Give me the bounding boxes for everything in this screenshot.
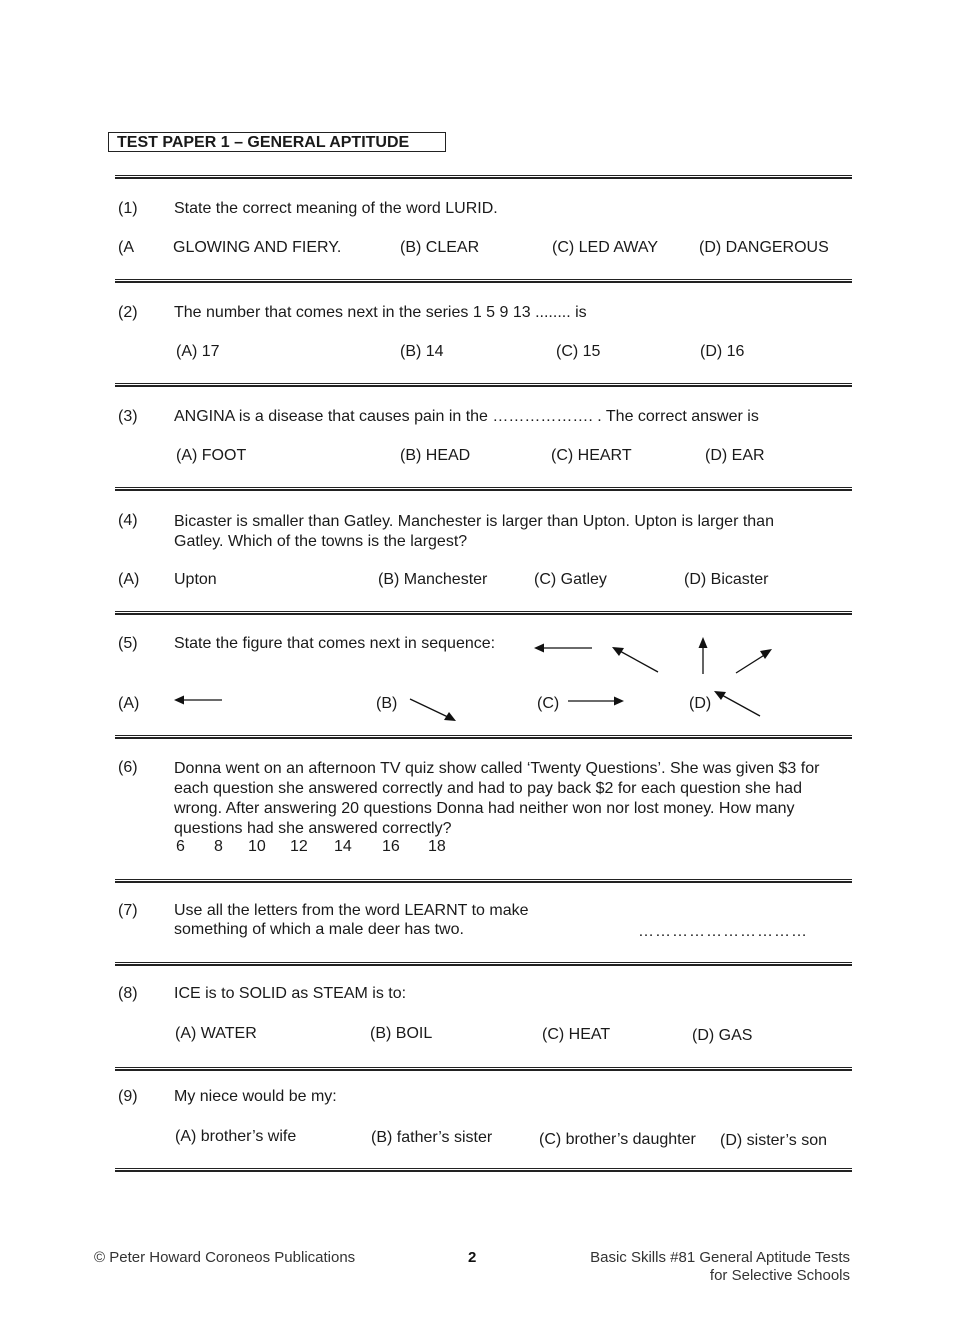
question-number: (7) xyxy=(118,902,138,919)
option-a-label: (A xyxy=(118,239,134,256)
question-text: ANGINA is a disease that causes pain in the ………………. . The correct answer is xyxy=(174,408,759,425)
choice: 18 xyxy=(428,838,446,855)
option-a: (A) brother’s wife xyxy=(175,1128,297,1145)
question-text: ICE is to SOLID as STEAM is to: xyxy=(174,985,407,1002)
choice: 14 xyxy=(334,838,352,855)
option-b: (B) 14 xyxy=(400,343,444,360)
question-number: (6) xyxy=(118,759,138,776)
arrow-up-icon xyxy=(694,636,712,676)
separator xyxy=(115,279,852,283)
question-text-line-1: Use all the letters from the word LEARNT to make xyxy=(174,902,529,919)
footer-series-subtitle: for Selective Schools xyxy=(709,1267,850,1284)
option-b: (B) father’s sister xyxy=(371,1129,493,1146)
option-b: (B) CLEAR xyxy=(400,239,480,256)
separator xyxy=(115,1067,852,1071)
separator xyxy=(115,383,852,387)
question-number: (8) xyxy=(118,985,138,1002)
question-text-line-2: something of which a male deer has two. xyxy=(174,921,464,938)
separator xyxy=(115,175,852,179)
separator xyxy=(115,735,852,739)
separator xyxy=(115,962,852,966)
separator xyxy=(115,1168,852,1172)
separator xyxy=(115,611,852,615)
option-b: (B) HEAD xyxy=(400,447,471,464)
question-text: The number that comes next in the series 1 5 9 13 ........ is xyxy=(174,304,587,321)
option-c: (C) HEAT xyxy=(542,1026,611,1043)
answer-blank: ………………………… xyxy=(638,923,808,940)
question-number: (4) xyxy=(118,512,138,529)
option-a: (A) 17 xyxy=(176,343,220,360)
option-c: (C) HEART xyxy=(551,447,632,464)
page-title: TEST PAPER 1 – GENERAL APTITUDE xyxy=(108,132,446,152)
question-number: (5) xyxy=(118,635,138,652)
question-number: (9) xyxy=(118,1088,138,1105)
option-a: (A) WATER xyxy=(175,1025,257,1042)
option-c: (C) LED AWAY xyxy=(552,239,659,256)
arrow-up-left-icon xyxy=(610,645,662,675)
choice: 10 xyxy=(248,838,266,855)
option-b: (B) xyxy=(376,695,398,712)
arrow-down-right-icon xyxy=(408,696,460,724)
separator xyxy=(115,487,852,491)
question-number: (2) xyxy=(118,304,138,321)
question-number: (1) xyxy=(118,200,138,217)
choice: 16 xyxy=(382,838,400,855)
page-number: 2 xyxy=(468,1249,477,1266)
arrow-up-right-icon xyxy=(734,646,776,676)
choice: 8 xyxy=(214,838,223,855)
choice: 6 xyxy=(176,838,185,855)
option-b: (B) Manchester xyxy=(378,571,488,588)
option-d: (D) EAR xyxy=(705,447,765,464)
footer-series-title: Basic Skills #81 General Aptitude Tests xyxy=(590,1249,850,1266)
option-a: GLOWING AND FIERY. xyxy=(173,239,342,256)
question-text: Bicaster is smaller than Gatley. Manchester is larger than Upton. Upton is larger than Gatley. Which of the towns is the largest? xyxy=(174,513,774,550)
separator xyxy=(115,879,852,883)
question-text: State the correct meaning of the word LURID. xyxy=(174,200,498,217)
option-d: (D) 16 xyxy=(700,343,745,360)
question-text: Donna went on an afternoon TV quiz show called ‘Twenty Questions’. She was given $3 for each question she answered correctly and had to pay back $2 for each question she had wrong. After answering 20 questions Donna had neither won nor lost money. How many questions had she answered correctly? xyxy=(174,760,820,837)
option-b: (B) BOIL xyxy=(370,1025,433,1042)
arrow-left-icon xyxy=(172,692,224,708)
option-c: (C) Gatley xyxy=(534,571,607,588)
arrow-up-left-icon xyxy=(712,689,762,719)
option-c: (C) brother’s daughter xyxy=(539,1131,696,1148)
arrow-right-icon xyxy=(566,693,626,709)
option-a: Upton xyxy=(174,571,217,588)
option-a-label: (A) xyxy=(118,571,140,588)
option-a: (A) FOOT xyxy=(176,447,247,464)
option-c: (C) xyxy=(537,695,560,712)
option-a-label: (A) xyxy=(118,695,140,712)
question-number: (3) xyxy=(118,408,138,425)
choice: 12 xyxy=(290,838,308,855)
option-d: (D) GAS xyxy=(692,1027,753,1044)
option-d: (D) DANGEROUS xyxy=(699,239,829,256)
question-text: State the figure that comes next in sequence: xyxy=(174,635,496,652)
footer-copyright: © Peter Howard Coroneos Publications xyxy=(94,1249,356,1266)
option-c: (C) 15 xyxy=(556,343,601,360)
option-d: (D) Bicaster xyxy=(684,571,769,588)
arrow-left-icon xyxy=(532,640,594,656)
option-d: (D) xyxy=(689,695,712,712)
option-d: (D) sister’s son xyxy=(720,1132,827,1149)
question-text: My niece would be my: xyxy=(174,1088,337,1105)
